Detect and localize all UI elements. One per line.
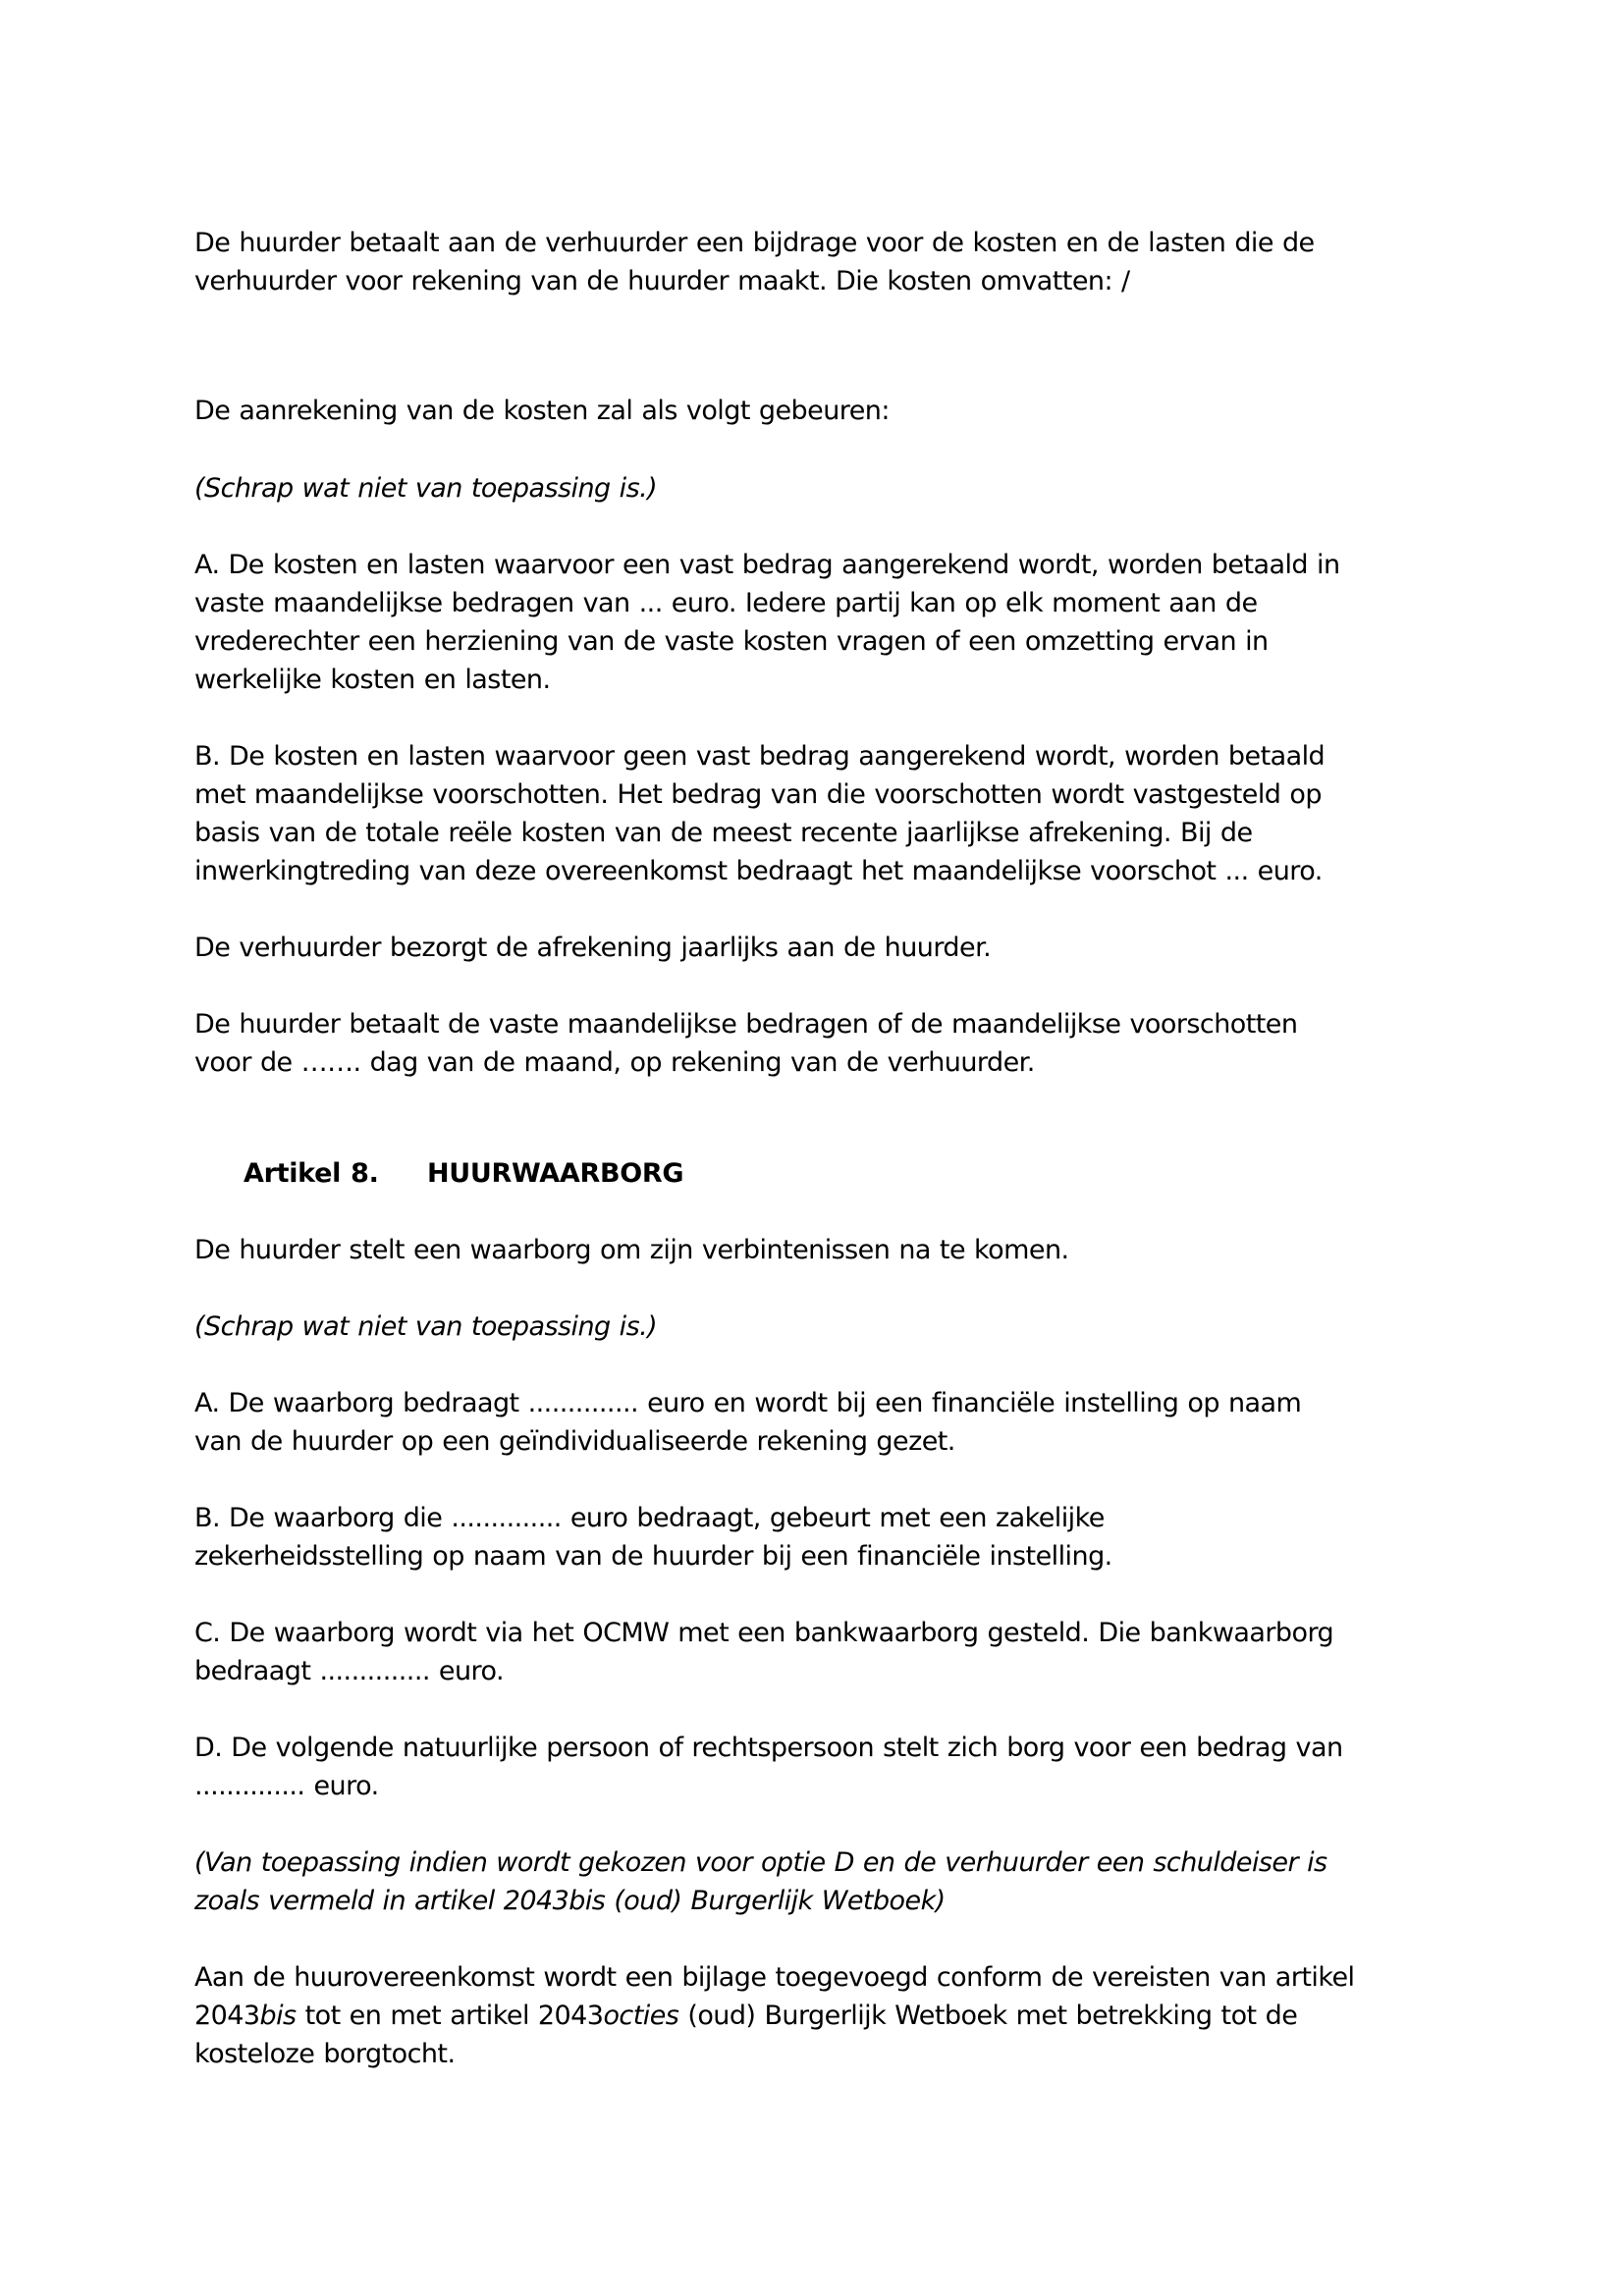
- deposit-option-c: [194, 1614, 1451, 1690]
- payment-paragraph: [194, 1005, 1451, 1082]
- text-line: basis van de totale reële kosten van de meest recente jaarlijkse afrekening. Bij de: [194, 818, 1253, 848]
- deposit-option-b: [194, 1499, 1451, 1575]
- text-line: bedraagt .............. euro.: [194, 1656, 505, 1686]
- text-line: van de huurder op een geïndividualiseerde rekening gezet.: [194, 1426, 955, 1457]
- text-run: tot en met artikel 2043: [296, 2001, 604, 2031]
- article-number: Artikel 8.: [244, 1158, 379, 1189]
- text-line: Aan de huurovereenkomst wordt een bijlage toegevoegd conform de vereisten van artikel: [194, 1962, 1355, 1993]
- option-d-note: [194, 1843, 1451, 1920]
- text-line: [194, 1997, 1451, 2035]
- text-line: met maandelijkse voorschotten. Het bedrag van die voorschotten wordt vastgesteld op: [194, 779, 1322, 810]
- text-line: vrederechter een herziening van de vaste kosten vragen of een omzetting ervan in: [194, 626, 1269, 657]
- text-run-italic: bis: [259, 2001, 297, 2031]
- article-title: HUURWAARBORG: [427, 1158, 684, 1189]
- text-line: De huurder betaalt de vaste maandelijkse bedragen of de maandelijkse voorschotten: [194, 1009, 1298, 1040]
- text-line: A. De waarborg bedraagt .............. euro en wordt bij een financiële instelling op naam: [194, 1388, 1302, 1418]
- text-line: voor de ……. dag van de maand, op rekening van de verhuurder.: [194, 1047, 1035, 1078]
- text-run-italic: octies: [603, 2001, 679, 2031]
- text-line: vaste maandelijkse bedragen van ... euro. Iedere partij kan op elk moment aan de: [194, 588, 1258, 618]
- option-a-paragraph: [194, 546, 1451, 699]
- option-b-paragraph: [194, 737, 1451, 890]
- text-run: 2043: [194, 2001, 260, 2031]
- text-line: .............. euro.: [194, 1771, 379, 1801]
- text-line: B. De kosten en lasten waarvoor geen vast bedrag aangerekend wordt, worden betaald: [194, 741, 1326, 772]
- text-run: (oud) Burgerlijk Wetboek met betrekking tot de: [678, 2001, 1298, 2031]
- text-line: werkelijke kosten en lasten.: [194, 665, 551, 695]
- text-line: zoals vermeld in artikel 2043bis (oud) Burgerlijk Wetboek): [194, 1886, 946, 1916]
- annex-paragraph: [194, 1958, 1451, 2073]
- text-line: B. De waarborg die .............. euro bedraagt, gebeurt met een zakelijke: [194, 1503, 1105, 1533]
- deposit-option-a: [194, 1384, 1451, 1461]
- text-line: (Van toepassing indien wordt gekozen voor optie D en de verhuurder een schuldeiser is: [194, 1847, 1327, 1878]
- text-line: verhuurder voor rekening van de huurder maakt. Die kosten omvatten: /: [194, 266, 1130, 296]
- text-line: kosteloze borgtocht.: [194, 2039, 456, 2069]
- text-line: C. De waarborg wordt via het OCMW met een bankwaarborg gesteld. Die bankwaarborg: [194, 1618, 1334, 1648]
- costs-method-paragraph: De aanrekening van de kosten zal als volgt gebeuren:: [194, 396, 890, 426]
- deposit-intro-paragraph: De huurder stelt een waarborg om zijn verbintenissen na te komen.: [194, 1235, 1069, 1265]
- settlement-paragraph: De verhuurder bezorgt de afrekening jaarlijks aan de huurder.: [194, 933, 992, 963]
- intro-paragraph: [194, 224, 1451, 300]
- strike-note: (Schrap wat niet van toepassing is.): [194, 473, 658, 504]
- article-8-heading: [244, 1154, 1451, 1193]
- text-line: inwerkingtreding van deze overeenkomst bedraagt het maandelijkse voorschot ... euro.: [194, 856, 1323, 886]
- text-line: A. De kosten en lasten waarvoor een vast bedrag aangerekend wordt, worden betaald in: [194, 550, 1340, 580]
- text-line: D. De volgende natuurlijke persoon of rechtspersoon stelt zich borg voor een bedrag van: [194, 1733, 1343, 1763]
- strike-note: (Schrap wat niet van toepassing is.): [194, 1311, 658, 1342]
- text-line: zekerheidsstelling op naam van de huurder bij een financiële instelling.: [194, 1541, 1112, 1572]
- deposit-option-d: [194, 1729, 1451, 1805]
- text-line: De huurder betaalt aan de verhuurder een bijdrage voor de kosten en de lasten die de: [194, 228, 1315, 258]
- document-page: [194, 224, 1451, 2073]
